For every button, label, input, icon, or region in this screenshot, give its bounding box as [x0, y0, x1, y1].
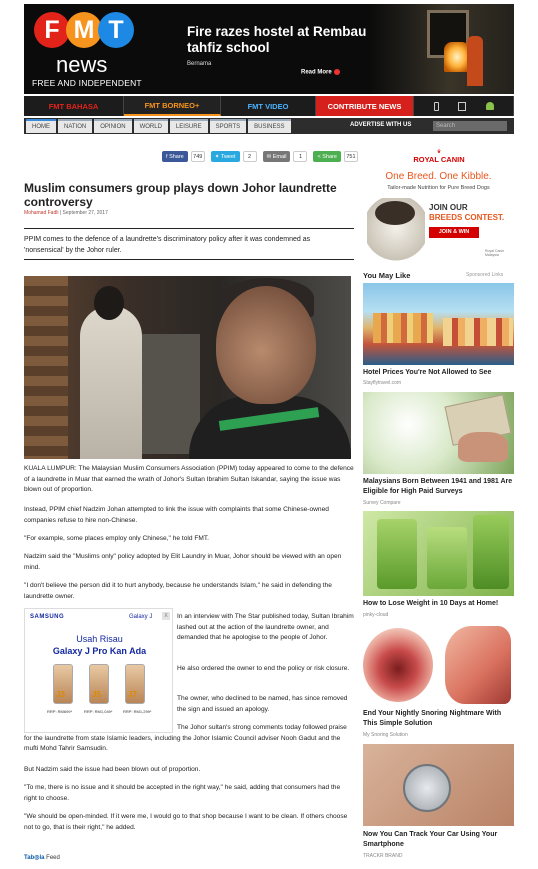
sharethis-label: Share — [322, 153, 337, 160]
logo-news: news — [56, 52, 108, 77]
sharethis-button[interactable] — [313, 151, 340, 162]
site-header — [24, 4, 514, 94]
tab-world[interactable]: WORLD — [134, 119, 168, 133]
article-photo[interactable] — [24, 276, 351, 459]
taboola-feed-label: Feed — [44, 855, 60, 861]
divider — [24, 228, 354, 229]
promo-anatomy — [445, 626, 511, 704]
apple-icon[interactable] — [458, 102, 466, 111]
tab-business[interactable]: BUSINESS — [248, 119, 290, 133]
facebook-share-label: Share — [169, 153, 184, 160]
promo-source[interactable]: My Snoring Solution — [363, 732, 408, 738]
article-paragraph: "I don't believe the person did it to hurt anybody, because he understands Islam," he said in defending the laundrette owner. — [24, 582, 332, 600]
phone-j7 — [125, 664, 145, 704]
email-icon: ✉ — [266, 153, 273, 160]
promo-hand — [458, 432, 508, 462]
article-title: Muslim consumers group plays down Johor laundrette controversy — [24, 181, 337, 209]
article-paragraph: But Nadzim said the issue had been blown out of proportion. — [24, 766, 201, 773]
article-paragraph: Nadzim said the "Muslims only" policy adopted by Elit Laundry in Muar, Johor should be viewed with an open mind. — [24, 553, 342, 571]
article-lede: PPIM comes to the defence of a laundrette's discriminatory policy after it was condemned as 'nonsensical' by the Johor ruler. — [24, 236, 311, 254]
promo-source[interactable]: pinky-cloud — [363, 612, 389, 618]
royal-canin-cta-line2: BREEDS CONTEST. — [429, 213, 505, 222]
promo-hotel-houses — [443, 318, 513, 346]
promo-image-tracker[interactable] — [363, 744, 514, 826]
promo-image-drinks[interactable] — [363, 511, 514, 596]
fmt-logo[interactable] — [30, 10, 148, 90]
promo-image-money[interactable] — [363, 392, 514, 474]
tab-sports[interactable]: SPORTS — [210, 119, 247, 133]
taboola-feed-logo[interactable] — [24, 854, 60, 861]
price-j3: RRP: RM699* — [47, 709, 73, 714]
photo-person-background — [80, 306, 142, 459]
nav-contribute-news[interactable]: CONTRIBUTE NEWS — [316, 96, 414, 116]
email-button[interactable] — [263, 151, 291, 162]
article-paragraph: "To me, there is no issue and it should be accepted in the right way," he said, adding that consumers had the right to choose. — [24, 784, 341, 802]
divider — [24, 259, 354, 260]
you-may-like-heading: You May Like — [363, 271, 411, 280]
facebook-share-button[interactable] — [162, 151, 188, 162]
author-link[interactable]: Mohamad Fadli — [24, 210, 59, 216]
facebook-icon: f — [166, 153, 170, 160]
article-paragraph: KUALA LUMPUR: The Malaysian Muslim Consumers Association (PPIM) today appeared to come to the defence of a laundrette in Muar that earned the wrath of Johor's Sultan Ibrahim Sultan Iskandar, saying the issue was blown out of proportion. — [24, 465, 354, 493]
nav-fmt-borneo[interactable]: FMT BORNEO+ — [124, 96, 221, 116]
ad-close-icon[interactable]: X — [162, 612, 170, 620]
read-more-label: Read More — [301, 69, 332, 76]
tab-home[interactable]: HOME — [26, 119, 56, 133]
photo-face — [216, 286, 316, 404]
promo-hotel-houses — [373, 313, 433, 343]
article-paragraph: Instead, PPIM chief Nadzim Johan attempted to link the issue with complaints that some Chinese-owned companies refuse to hire non-Chinese. — [24, 506, 329, 524]
share-bar — [162, 151, 364, 162]
royal-canin-brand: ROYAL CANIN — [413, 155, 465, 164]
promo-tracker-device — [403, 764, 451, 812]
crown-icon: ♛ — [436, 149, 442, 155]
tab-leisure[interactable]: LEISURE — [170, 119, 208, 133]
app-links — [414, 96, 514, 116]
samsung-ad-line1: Usah Risau — [76, 634, 123, 644]
promo-title[interactable]: End Your Nightly Snoring Nightmare With This Simple Solution — [363, 710, 502, 727]
promo-glass — [473, 515, 509, 589]
promo-image-snoring[interactable] — [363, 624, 514, 706]
phone-j5 — [89, 664, 109, 704]
section-nav — [24, 96, 514, 116]
facebook-count: 749 — [191, 151, 205, 162]
dog-head — [375, 201, 415, 225]
read-more-dot-icon — [334, 69, 340, 75]
taboola-o-icon: ◎ — [34, 855, 40, 861]
photo-shirt — [189, 396, 351, 459]
search-input[interactable]: Search — [433, 121, 507, 131]
promo-image-hotel[interactable] — [363, 283, 514, 365]
email-label: Email — [272, 153, 287, 160]
promo-source[interactable]: Survey Compare — [363, 500, 401, 506]
nav-fmt-video[interactable]: FMT VIDEO — [221, 96, 316, 116]
samsung-ad-line2: Galaxy J Pro Kan Ada — [52, 646, 147, 656]
phone-icon[interactable] — [434, 102, 439, 111]
taboola-part-b: la — [39, 855, 45, 861]
nav-fmt-bahasa[interactable]: FMT BAHASA — [24, 96, 124, 116]
promo-title[interactable]: Now You Can Track Your Car Using Your Smartphone — [363, 831, 498, 848]
advertise-link[interactable]: ADVERTISE WITH US — [350, 122, 412, 128]
article-paragraph: He also ordered the owner to end the policy or risk closure. — [177, 665, 350, 672]
tab-opinion[interactable]: OPINION — [94, 119, 131, 133]
promo-source[interactable]: Stayflytravel.com — [363, 380, 402, 386]
main-nav — [24, 118, 514, 134]
join-win-button[interactable]: JOIN & WIN — [429, 227, 479, 238]
article-paragraph: "For example, some places employ only Chinese," he told FMT. — [24, 535, 209, 542]
hero-firefighter — [467, 36, 483, 86]
logo-letter-f: F — [34, 12, 70, 48]
read-more-link[interactable] — [301, 69, 340, 76]
royal-canin-ad[interactable] — [363, 141, 514, 265]
royal-canin-fine: Royal Canin Malaysia — [485, 249, 505, 257]
galaxy-j-logo: Galaxy J — [129, 614, 153, 620]
email-count: 1 — [293, 151, 307, 162]
article-date: | September 27, 2017 — [59, 210, 108, 216]
share-icon: < — [317, 153, 323, 160]
featured-headline[interactable]: Fire razes hostel at Rembau tahfiz school — [187, 24, 367, 55]
sponsored-links[interactable]: Sponsored Links — [466, 272, 504, 278]
samsung-ad[interactable] — [24, 608, 173, 733]
featured-image[interactable] — [369, 4, 514, 94]
logo-tagline: FREE AND INDEPENDENT — [32, 78, 142, 88]
royal-canin-subline: Tailor-made Nutrition for Pure Breed Dogs — [387, 185, 490, 191]
phone-j5-label: J5 — [92, 690, 101, 699]
promo-title[interactable]: How to Lose Weight in 10 Days at Home! — [363, 600, 499, 607]
tweet-count: 2 — [243, 151, 257, 162]
promo-title[interactable]: Malaysians Born Between 1941 and 1981 Are Eligible for High Paid Surveys — [363, 478, 513, 495]
photo-dryer — [24, 276, 68, 459]
tweet-label: Tweet — [220, 153, 236, 160]
promo-mouth — [363, 628, 433, 702]
photo-person-head — [94, 286, 124, 320]
tweet-button[interactable] — [211, 151, 240, 162]
twitter-icon: ✦ — [214, 153, 221, 160]
article-paragraph: "We should be open-minded. If it were me, I would go to that shop because I want to be clean. If others choose not to go, that is their right," he added. — [24, 813, 348, 831]
logo-letter-m: M — [66, 12, 102, 48]
article-paragraph: In an interview with The Star published today, Sultan Ibrahim lashed out at the action of the laundrette owner, and demanded that he apologise to the people of Johor. — [177, 613, 354, 641]
phone-j3 — [53, 664, 73, 704]
samsung-logo: SAMSUNG — [30, 614, 65, 620]
article-byline — [24, 210, 108, 216]
promo-glass — [427, 527, 467, 589]
article-paragraph: The Johor sultan's strong comments today followed praise for the laundrette from state Islamic leaders, including the Johor Islamic Council adviser Nooh Gadut and the mufti Mohd Tahrir Samsudin. — [24, 724, 347, 752]
royal-canin-headline: One Breed. One Kibble. — [385, 171, 492, 182]
price-j7: RRP: RM1,299* — [123, 709, 152, 714]
phone-j7-label: J7 — [128, 690, 137, 699]
phone-j3-label: J3 — [56, 690, 65, 699]
taboola-part-a: Tab — [24, 855, 35, 861]
promo-source[interactable]: TRACKR BRAND — [363, 853, 403, 859]
price-j5: RRP: RM1,049* — [84, 709, 113, 714]
promo-title[interactable]: Hotel Prices You're Not Allowed to See — [363, 369, 492, 376]
featured-source: Bernama — [187, 61, 212, 67]
article-paragraph: The owner, who declined to be named, has since removed the sign and issued an apology. — [177, 695, 348, 713]
android-icon[interactable] — [486, 102, 494, 110]
sharethis-count: 751 — [344, 151, 358, 162]
logo-letter-t: T — [98, 12, 134, 48]
royal-canin-logo — [405, 149, 473, 167]
royal-canin-cta-line1: JOIN OUR — [429, 203, 468, 212]
promo-glass — [377, 519, 417, 589]
tab-nation[interactable]: NATION — [58, 119, 92, 133]
